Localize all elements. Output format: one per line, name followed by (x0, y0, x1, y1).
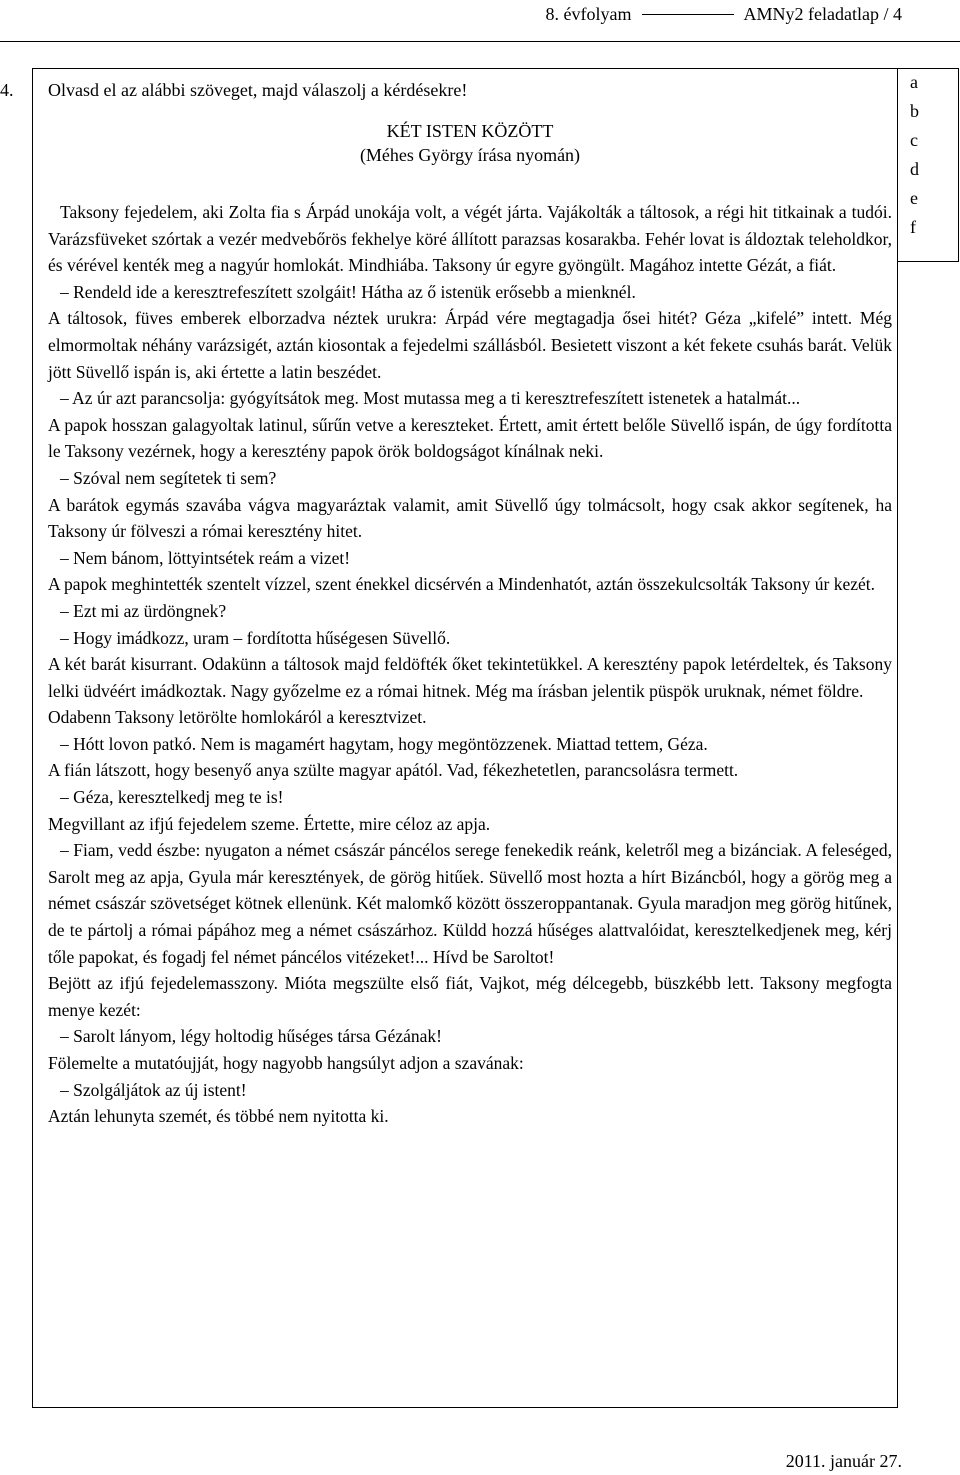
story-paragraph: Bejött az ifjú fejedelemasszony. Mióta megszülte első fiát, Vajkot, még délcegebb, büszkébb lett. Taksony megfogta menye kezét: (48, 973, 892, 1020)
story-paragraph: – Rendeld ide a keresztrefeszített szolgáit! Hátha az ő istenük erősebb a mienknél. (60, 281, 636, 302)
story-paragraph: Megvillant az ifjú fejedelem szeme. Értette, mire céloz az apja. (48, 813, 491, 834)
header-dash (642, 14, 734, 15)
score-letters (908, 68, 958, 242)
story-paragraph: – Hótt lovon patkó. Nem is magamért hagytam, hogy megöntözzenek. Miattad tettem, Géza. (60, 733, 708, 754)
story-paragraph: – Sarolt lányom, légy holtodig hűséges társa Gézának! (60, 1026, 442, 1047)
story-paragraph: – Fiam, vedd észbe: nyugaton a német császár páncélos serege fenekedik reánk, keletről meg a bizánciak. A feleséged, Sarolt meg az apja, Gyula már keresztények, de görög hitűek. Süvellő most hozta a hírt Bizáncból, hogy a görög meg a német császár szövetséget kötnek ellenünk. Két malomkő között összeroppantanak. Gyula maradjon meg görög hitűnek, de te pártolj a római pápához meg a német császárhoz. Küldd hozzá hűséges alattvalóidat, keresztelkedjenek meg, kérj tőle papokat, és fogadj fel német páncélos vitézeket!... Hívd be Saroltot! (48, 840, 892, 967)
score-letter: f (910, 217, 916, 237)
task-number: 4. (0, 80, 14, 100)
worksheet-code: AMNy2 feladatlap / 4 (743, 4, 902, 24)
story-paragraph: A barátok egymás szavába vágva magyaráztak valamit, amit Süvellő úgy tolmácsolt, hogy csak akkor segítenek, ha Taksony úr fölveszi a római keresztény hitet. (48, 494, 892, 542)
story-paragraph: Fölemelte a mutatóujját, hogy nagyobb hangsúlyt adjon a szavának: (48, 1053, 524, 1073)
score-letter: b (910, 101, 919, 121)
story-paragraph: A táltosok, füves emberek elborzadva néztek urukra: Árpád vére megtagadja ősei hitét? Géza „kifelé” intett. Még elmormoltak néhány varázsigét, aztán kiosontak a fejedelmi szállásból. Besietett viszont a két fekete csuhás barát. Velük jött Süvellő ispán is, aki értette a latin beszédet. (48, 308, 892, 382)
header-rule (0, 41, 960, 42)
story-paragraph: – Hogy imádkozz, uram – fordította hűségesen Süvellő. (60, 627, 451, 648)
story-text (48, 199, 892, 1130)
story-paragraph: A két barát kisurrant. Odakünn a táltosok majd feldöfték őket tekintetükkel. A keresztény papok letérdeltek, és Taksony lelki üdvéért imádkoztak. Nagy győzelme ez a római hitnek. Még ma írásban jelentik püspök uruknak, német földre. (48, 654, 892, 701)
score-letter: d (910, 159, 919, 179)
story-paragraph: A papok meghintették szentelt vízzel, szent énekkel dicsérvén a Mindenhatót, aztán összekulcsolták Taksony úr kezét. (48, 574, 875, 595)
score-letter: e (910, 188, 918, 208)
score-letter: c (910, 130, 918, 150)
story-paragraph: – Nem bánom, löttyintsétek reám a vizet! (60, 547, 351, 568)
story-paragraph: – Ezt mi az ürdöngnek? (60, 600, 227, 621)
page-header (546, 2, 902, 26)
story-paragraph: – Az úr azt parancsolja: gyógyítsátok meg. Most mutassa meg a ti keresztrefeszített istenetek a hatalmát... (60, 388, 801, 409)
story-paragraph: – Szolgáljátok az új istent! (60, 1079, 247, 1100)
story-title: KÉT ISTEN KÖZÖTT (386, 121, 554, 141)
story-subtitle: (Méhes György írása nyomán) (359, 145, 581, 165)
story-title-block (48, 119, 892, 167)
story-paragraph: A papok hosszan galagyoltak latinul, sűrűn vetve a kereszteket. Értett, amit értett belőle Süvellő ispán, de úgy fordította le Taksony vezérnek, hogy a keresztény papok örök boldogságot kínálnak neki. (48, 414, 892, 462)
footer-date: 2011. január 27. (785, 1451, 902, 1471)
story-paragraph: Taksony fejedelem, aki Zolta fia s Árpád unokája volt, a végét járta. Vajákolták a táltosok, a régi hit titkainak a tudói. Varázsfüveket szórtak a vezér medvebőrös fekhelye köré állított parazsas kosarakba. Fehér lovat is áldoztak teleholdkor, és vérével kenték meg a nagyúr homlokát. Mindhiába. Taksony úr egyre gyöngült. Magához intette Gézát, a fiát. (48, 202, 892, 276)
score-letter: a (910, 72, 918, 92)
story-paragraph: – Szóval nem segítetek ti sem? (60, 467, 277, 488)
task-instruction: Olvasd el az alábbi szöveget, majd válaszolj a kérdésekre! (48, 80, 468, 100)
story-paragraph: – Géza, keresztelkedj meg te is! (60, 787, 284, 808)
story-paragraph: Odabenn Taksony letörölte homlokáról a keresztvizet. (48, 707, 427, 728)
grade-label: 8. évfolyam (545, 4, 632, 24)
story-paragraph: Aztán lehunyta szemét, és többé nem nyitotta ki. (48, 1106, 389, 1127)
story-paragraph: A fián látszott, hogy besenyő anya szülte magyar apától. Vad, fékezhetetlen, parancsolásra termett. (48, 760, 739, 781)
